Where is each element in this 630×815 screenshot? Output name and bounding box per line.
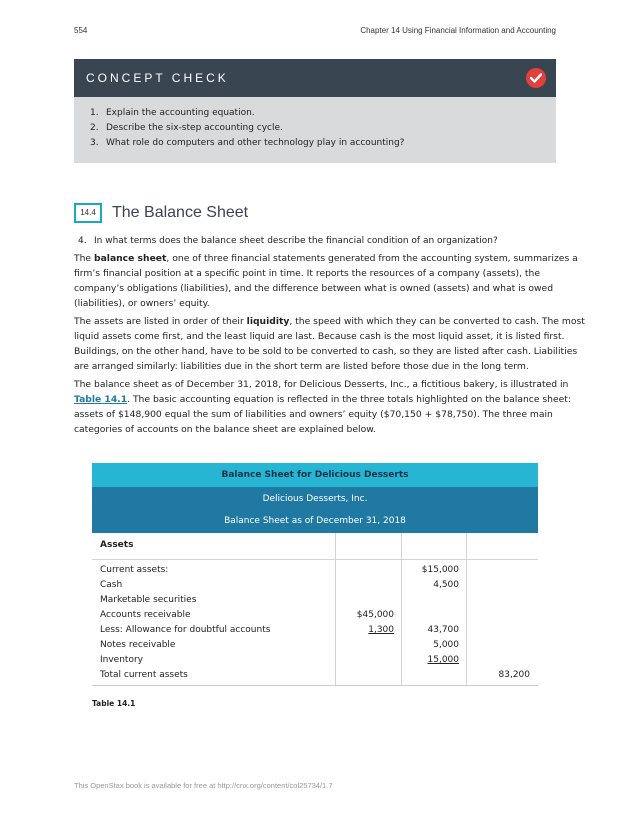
row-value: 83,200: [498, 670, 530, 680]
section-number: 14.4: [80, 208, 96, 217]
section-title: The Balance Sheet: [112, 204, 249, 221]
list-item-number: 3.: [90, 138, 99, 148]
paragraph-liquidity: [74, 315, 585, 375]
list-item: [90, 106, 404, 121]
row-value: $45,000: [356, 610, 394, 620]
text-line: company’s obligations (liabilities), and the difference between what is owned (assets) and what is owed: [74, 282, 554, 294]
text-line: categories of accounts on the balance sheet are explained below.: [74, 423, 376, 435]
text-line: are arranged similarly: liabilities due in the short term are listed before those due in the long term.: [74, 360, 529, 372]
list-item-text: Describe the six-step accounting cycle.: [106, 123, 283, 133]
key-term: liquidity: [246, 316, 290, 327]
text: The assets are listed in order of their: [74, 316, 247, 327]
chapter-title: Chapter 14 Using Financial Information and Accounting: [360, 26, 556, 35]
row-value: 4,500: [433, 580, 459, 590]
table-body: [92, 533, 538, 686]
table-title: Balance Sheet for Delicious Desserts: [92, 463, 538, 487]
page-number: 554: [74, 26, 88, 35]
table-row: [92, 580, 538, 595]
table-section-header: Assets: [100, 540, 134, 550]
table-row: [92, 640, 538, 655]
row-value: 15,000: [427, 655, 459, 665]
table-row: [92, 565, 538, 580]
text-line: firm’s financial position at a specific point in time. It reports the resources of a company (assets), the: [74, 267, 541, 279]
concept-check-title: CONCEPT CHECK: [86, 71, 229, 85]
concept-check-header: [74, 59, 556, 97]
table-row: [92, 625, 538, 640]
paragraph-balance-sheet: [74, 252, 578, 312]
row-label: Total current assets: [100, 670, 188, 680]
question-text: In what terms does the balance sheet describe the financial condition of an organization?: [94, 236, 498, 246]
table-row: [92, 610, 538, 625]
table-link[interactable]: Table 14.1: [74, 393, 128, 405]
check-circle-icon: [526, 68, 546, 88]
text-line: liquid assets come first, and the least liquid are last. Because cash is the most liquid asset, it is listed first.: [74, 330, 565, 342]
table-row: [92, 670, 538, 685]
row-value: 1,300: [368, 625, 394, 635]
concept-check-box: [74, 59, 556, 163]
table-row: [92, 655, 538, 670]
row-value: 43,700: [427, 625, 459, 635]
row-label: Inventory: [100, 655, 143, 665]
text-line: assets of $148,900 equal the sum of liabilities and owners’ equity ($70,150 + $78,750). The three main: [74, 408, 553, 420]
key-term: balance sheet: [94, 253, 167, 264]
list-item: [90, 136, 404, 151]
text-line: (liabilities), or owners’ equity.: [74, 297, 210, 309]
table-company: Delicious Desserts, Inc.: [262, 494, 368, 504]
text-line: Buildings, on the other hand, have to be sold to be converted to cash, so they are listed after cash. Liabilities: [74, 345, 578, 357]
text-line: The balance sheet as of December 31, 2018, for Delicious Desserts, Inc., a fictitious bakery, is illustrated in: [74, 379, 569, 390]
question-number: 4.: [78, 236, 87, 246]
table-caption: Table 14.1: [92, 699, 136, 708]
list-item: [90, 121, 404, 136]
list-item-number: 2.: [90, 123, 99, 133]
list-item-text: Explain the accounting equation.: [106, 108, 255, 118]
page-footer: This OpenStax book is available for free at http://cnx.org/content/col25734/1.7: [74, 781, 333, 790]
concept-check-body: [74, 97, 556, 163]
list-item-number: 1.: [90, 108, 99, 118]
row-label: Notes receivable: [100, 640, 176, 650]
row-label: Current assets:: [100, 565, 169, 575]
text: , one of three financial statements generated from the accounting system, summarizes a: [166, 253, 578, 264]
section-number-box: [74, 203, 102, 223]
table-subheader: [92, 487, 538, 533]
table-row: [92, 595, 538, 610]
row-value: 5,000: [433, 640, 459, 650]
row-label: Less: Allowance for doubtful accounts: [100, 625, 271, 635]
learning-question: [78, 234, 498, 248]
list-item-text: What role do computers and other technology play in accounting?: [106, 138, 405, 148]
row-label: Marketable securities: [100, 595, 197, 605]
text: The: [74, 253, 95, 264]
paragraph-example: [74, 378, 572, 438]
row-label: Accounts receivable: [100, 610, 191, 620]
table-date: Balance Sheet as of December 31, 2018: [224, 516, 406, 526]
text: . The basic accounting equation is reflected in the three totals highlighted on the balance sheet:: [127, 393, 572, 405]
concept-check-list: [90, 106, 404, 151]
text: , the speed with which they can be converted to cash. The most: [289, 316, 585, 327]
row-divider: [92, 559, 538, 560]
row-value: $15,000: [421, 565, 459, 575]
row-label: Cash: [100, 580, 123, 590]
